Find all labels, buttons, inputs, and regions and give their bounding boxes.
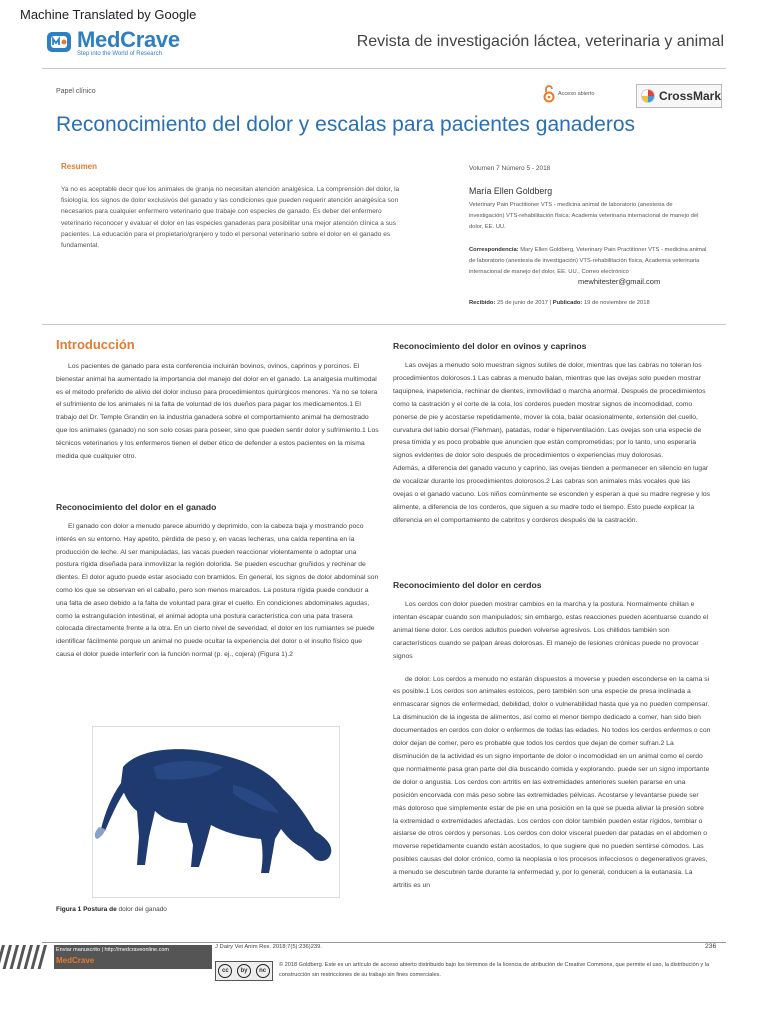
crossmark-icon [641,88,655,104]
author-name: María Ellen Goldberg [469,186,553,196]
header-divider [42,68,726,69]
figure-caption: Figura 1 Postura de dolor del ganado [56,906,167,913]
by-icon: by [237,964,251,978]
footer-divider [42,942,726,943]
machine-translation-banner: Machine Translated by Google [20,7,197,22]
sheep-text: Las ovejas a menudo solo muestran signos sutiles de dolor, mientras que las cabras no toleran los procedimientos dolorosos.1 Las cabras a menudo balan, mientras que las ovejas solo pueden mostrar taquipnea, inapetencia, rechinar de dientes, inmovilidad o marcha anormal. Después de procedimientos como la castración y el corte de la cola, los corderos pueden mostrar signos de incomodidad, como ponerse de pie y acostarse repetidamente, mover la cola, balar ocasionalmente, extensión del cuello, curvatura del labio dorsal (Flehman), patadas, rodar e hiperventilación. Las ovejas son una especie de presa tímida y es poco probable que anuncien que están comprometidas; por lo tanto, uno esperaría signos evidentes de dolor solo después de procedimientos o experiencias muy dolorosas. Además, a diferencia del ganado vacuno y caprino, las ovejas tienden a permanecer en silencio en lugar de vocalizar durante los procedimientos dolorosos.2 Las cabras son animales más vocales que las ovejas o el ganado vacuno. Los niños comúnmente se esconden y esperan a que su madre regrese y los alimente, a diferencia de los corderos, que siguen a su madre todo el tiempo. Esto puede explicar la diferencia en el comportamiento de cabritos y corderos después de la castración. [393,362,711,524]
open-access-badge[interactable] [543,85,594,103]
sheep-heading: Reconocimiento del dolor en ovinos y caprinos [393,341,587,351]
medcrave-logo-icon [45,28,73,56]
section-divider [42,324,726,325]
volume-info: Volumen 7 Número 5 - 2018 [469,165,551,172]
logo-wordmark: MedCrave [77,27,180,52]
intro-text: Los pacientes de ganado para esta conferencia incluirán bovinos, ovinos, caprinos y porcinos. El bienestar animal ha aumentado la importancia del manejo del dolor en el ganado. La analgesia multimodal es el método preferido de alivio del dolor incluso para procedimientos quirúrgicos menores. Ya no se tolera el sufrimiento de los animales ni la falta de voluntad de los dueños para pagar los medicamentos.1 El trabajo del Dr. Temple Grandin en la industria ganadera sobre el comportamiento animal ha demostrado que los animales (ganado) no son solo cosas para poseer, sino que pueden sentir dolor y sufrimiento.1 Los técnicos veterinarios y los enfermeros tienen el deber ético de defender a estos pacientes en la misma medida que cualquier otro. [56,363,379,460]
journal-title: Revista de investigación láctea, veterinaria y animal [356,33,724,50]
figure-1 [92,726,340,898]
cattle-text: El ganado con dolor a menudo parece aburrido y deprimido, con la cabeza baja y mostrando poco interés en su entorno. Hay apetito, pérdida de peso y, en vacas lecheras, una caída repentina en la producción de leche. Al ser manipuladas, las vacas pueden reaccionar violentamente o adoptar una postura rígida diseñada para inmovilizar la región dolorida. Se pueden escuchar gruñidos y rechinar de dientes. El dolor agudo puede estar asociado con bramidos. En general, los signos de dolor abdominal son como los que se observan en el caballo, pero son menos marcados. La postura rígida puede conducir a una falta de aseo debido a la falta de voluntad para girar el cuello. En condiciones abdominales agudas, como la estrangulación intestinal, el animal adopta una postura característica con una pata trasera colocada directamente frente a la otra. En un cierto nivel de severidad, el dolor en los rumiantes se puede identificar fácilmente porque un animal no puede ocultar la experiencia del dolor o el insulto físico que causa el dolor puede interferir con la función normal (p. ej., cojera) (Figura 1).2 [56,523,379,658]
pigs-text: Los cerdos con dolor pueden mostrar cambios en la marcha y la postura. Normalmente chillan e intentan escapar cuando son manipulados; sin embargo, estas reacciones pueden acentuarse cuando el animal tiene dolor. Los cerdos adultos pueden volverse agresivos. Los chillidos también son característicos cuando se palpan áreas dolorosas. El manejo de lesiones crónicas puede no provocar signos de dolor. Los cerdos a menudo no estarán dispuestos a moverse y pueden esconderse en la cama si es posible.1 Los cerdos son animales estoicos, pero también son una especie de presa inclinada a enmascarar signos de enfermedad, debilidad, dolor o vulnerabilidad hasta que ya no pueden compensar. La disminución de la ingesta de alimentos, así como el menor tiempo dedicado a comer, han sido bien documentados en cerdos con dolor o enfermos de todas las edades. No todos los cerdos enfermos o con dolor dejan de comer, pero es probable que todos los cerdos que dejan de comer sufran.2 La disminución de la actividad es un signo importante de dolor o incomodidad en un animal como el cerdo que normalmente pasa gran parte del día buscando comida y explorando. puede ser un signo importante de dolor o angustia. Los cerdos con artritis en las extremidades anteriores suelen pararse en una posición encorvada con más peso sobre las extremidades pélvicas. Acostarse y levantarse puede ser más doloroso que simplemente estar de pie en una posición en la que se pueda aliviar la presión sobre la extremidad o extremidades afectadas. Los cerdos con dolor también pueden estar rígidos, temblar o aislarse de otros cerdos y personas. Los cerdos con dolor visceral pueden dar patadas en el abdomen o moverse repetidamente cuando están acostados, lo que sugiere que no pueden sentirse cómodos. Las posibles causas del dolor crónico, como la neoplasia o los procesos infecciosos o degenerativos graves, a menudo se descubren tarde durante la enfermedad y, por lo general, conducen a la eutanasia. La artritis es un [393,601,711,890]
cc-license-badge[interactable] [215,961,273,981]
author-email[interactable]: mewhitester@gmail.com [578,277,661,286]
cow-illustration [93,727,339,897]
abstract-heading: Resumen [61,162,98,171]
paper-type: Papel clínico [56,88,96,95]
cc-icon: cc [218,964,232,978]
logo-tagline: Step into the World of Research [77,51,162,57]
medcrave-logo[interactable] [45,28,180,57]
crossmark-button[interactable] [636,84,722,108]
license-text: © 2018 Goldberg. Este es un artículo de acceso abierto distribuido bajo los términos de la licencia de atribución de Creative Commons, que permite el uso, la distribución y la construcción sin restricciones de su trabajo sin fines comerciales. [279,962,710,978]
page-number: 236 [705,943,717,950]
correspondence: Correspondencia: Mary Ellen Goldberg, Veterinary Pain Practitioner VTS - medicina animal de laboratorio (anestesia de investigación) VTS-rehabilitación física, Academia veterinaria internacional de manejo del dolor, EE. UU., Correo electrónico [469,247,707,275]
open-access-label: Acceso abierto [558,91,595,97]
author-affiliation: Veterinary Pain Practitioner VTS - medicina animal de laboratorio (anestesia de investigación) VTS-rehabilitación física; Academia veterinaria internacional de manejo del dolor, EE. UU. [469,202,699,230]
pigs-heading: Reconocimiento del dolor en cerdos [393,580,542,590]
abstract-text: Ya no es aceptable decir que los animales de granja no necesitan atención analgésica. La comprensión del dolor, la fisiología, los signos de dolor exclusivos del ganado y las condiciones que pueden requerir atención analgésica son necesarios para cualquier enfermero veterinario que trabaje con especies de ganado. Es deber del enfermero veterinario reconocer y evaluar el dolor en las especies ganaderas para posibilitar una mejor atención clínica a sus pacientes. La educación para el propietario/granjero y todo el personal veterinario sobre el dolor en el ganado es fundamental. [61,186,400,250]
intro-heading: Introducción [56,337,135,352]
article-title: Reconocimiento del dolor y escalas para pacientes ganaderos [56,113,636,136]
footer-brand: MedCrave [56,956,95,965]
cattle-heading: Reconocimiento del dolor en el ganado [56,502,217,512]
nc-icon: nc [256,964,270,978]
article-dates: Recibido: 25 de junio de 2017 | Publicado: 19 de noviembre de 2018 [469,300,650,306]
submit-manuscript-link[interactable]: Enviar manuscrito | http://medcraveonline.com [56,947,170,953]
journal-citation: J Dairy Vet Anim Res. 2018;7(5):236)239. [215,944,322,950]
open-access-icon [543,85,555,103]
crossmark-label: CrossMark [658,89,721,103]
